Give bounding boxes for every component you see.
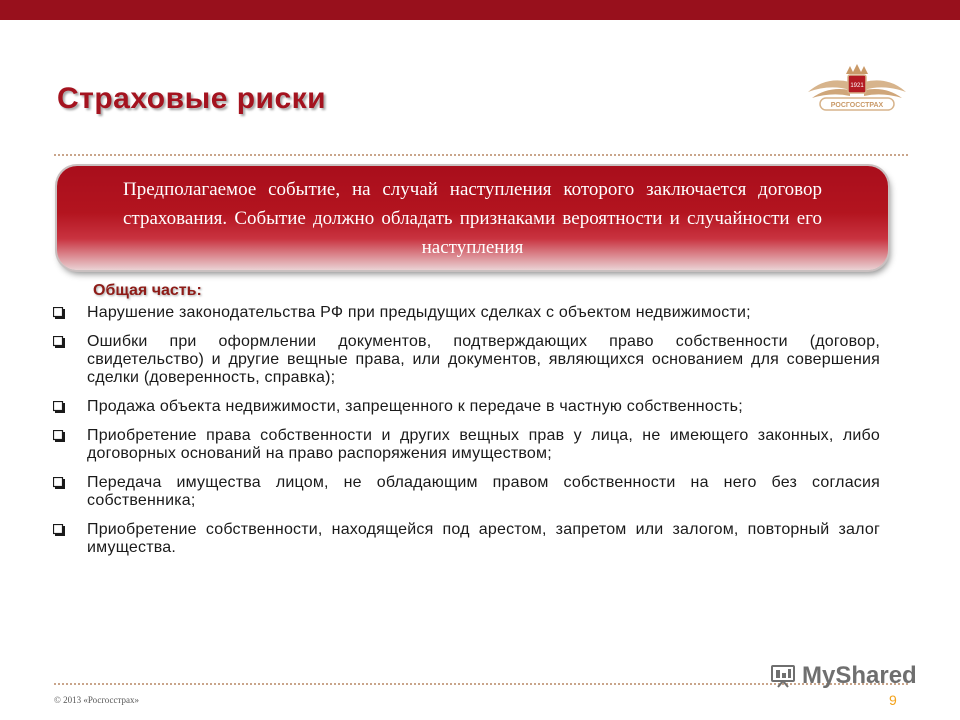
section-label: Общая часть: <box>93 282 202 299</box>
checkbox-bullet-icon <box>53 524 65 536</box>
banner-text: Предполагаемое событие, на случай наступления которого заключается договор страхования. Событие должно обладать признаками вероятности и случайности его наступления <box>123 178 822 258</box>
list-item <box>53 521 880 557</box>
list-item <box>53 398 880 416</box>
watermark-text: MyShared <box>802 662 917 689</box>
copyright-text: © 2013 «Росгосстрах» <box>54 695 140 705</box>
list-item <box>53 333 880 387</box>
rosgosstrakh-logo <box>806 62 908 118</box>
logo-year: 1921 <box>850 83 864 89</box>
list-item-text: Передача имущества лицом, не обладающим правом собственности на него без согласия собственника; <box>87 474 880 509</box>
list-item-text: Приобретение права собственности и других вещных прав у лица, не имеющего законных, либо договорных оснований на право распоряжения имуществом; <box>87 427 880 462</box>
top-brand-bar <box>0 0 960 20</box>
list-item <box>53 304 880 322</box>
checkbox-bullet-icon <box>53 477 65 489</box>
top-divider <box>54 154 908 156</box>
list-item-text: Ошибки при оформлении документов, подтверждающих право собственности (договор, свидетельство) и другие вещные права, или документов, являющихся основанием для совершения сделки (доверенность, справка); <box>87 333 880 386</box>
definition-banner <box>57 166 888 270</box>
logo-wordmark: РОСГОССТРАХ <box>830 102 884 109</box>
presentation-board-icon <box>770 664 796 688</box>
list-item-text: Нарушение законодательства РФ при предыдущих сделках с объектом недвижимости; <box>87 304 751 321</box>
checkbox-bullet-icon <box>53 307 65 319</box>
checkbox-bullet-icon <box>53 336 65 348</box>
list-item <box>53 427 880 463</box>
myshared-watermark[interactable] <box>770 656 928 696</box>
page-number: 9 <box>889 692 897 708</box>
list-item <box>53 474 880 510</box>
list-item-text: Продажа объекта недвижимости, запрещенного к передаче в частную собственность; <box>87 398 743 415</box>
slide-title: Страховые риски <box>57 82 327 115</box>
checkbox-bullet-icon <box>53 401 65 413</box>
risk-list <box>53 304 880 568</box>
list-item-text: Приобретение собственности, находящейся под арестом, запретом или залогом, повторный залог имущества. <box>87 521 880 556</box>
checkbox-bullet-icon <box>53 430 65 442</box>
